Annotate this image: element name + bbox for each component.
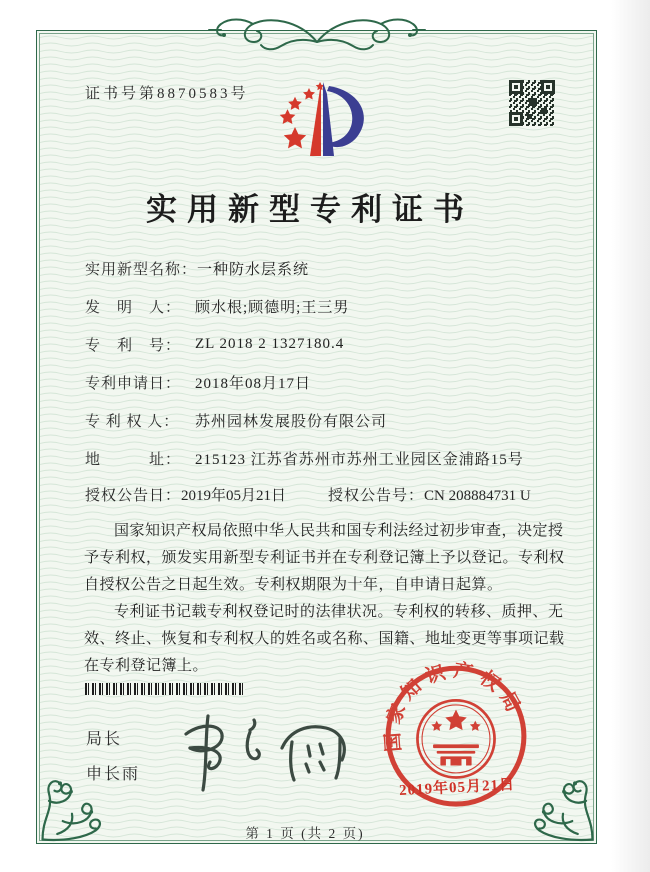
signer-name: 申长雨 — [86, 766, 141, 783]
field-list — [85, 249, 565, 477]
seal-date: 2019年05月21日 — [398, 776, 516, 800]
field-label: 专 利 权 人： — [85, 413, 180, 430]
certificate-number: 证书号第8870583号 — [85, 86, 249, 102]
field-value: 苏州园林发展股份有限公司 — [195, 413, 388, 430]
page-number: 第 1 页 (共 2 页) — [245, 826, 365, 841]
legal-text — [84, 518, 566, 680]
field-label: 专利申请日： — [85, 375, 182, 392]
field-patent-number — [85, 325, 565, 363]
field-address — [85, 439, 565, 477]
director-signature-icon — [150, 698, 360, 803]
grant-number-label: 授权公告号： — [328, 488, 425, 504]
grant-number-value: CN 208884731 U — [424, 488, 531, 504]
grant-number — [328, 484, 531, 505]
field-label: 专 利 号： — [85, 337, 182, 354]
svg-text:国家知识产权局: 国家知识产权局 — [382, 660, 527, 753]
cnipa-logo-icon — [257, 74, 385, 184]
grant-date-label: 授权公告日： — [85, 488, 182, 504]
certificate-title: 实用新型专利证书 — [146, 192, 474, 227]
grant-date-value: 2019年05月21日 — [181, 488, 287, 504]
field-label: 实用新型名称： — [85, 261, 198, 278]
signer-block — [86, 726, 140, 796]
field-value: 顾水根;顾德明;王三男 — [195, 299, 350, 316]
field-utility-model-name — [85, 249, 565, 287]
field-patentee — [85, 401, 565, 439]
grant-announcement-row — [85, 484, 575, 505]
top-border-ornament-icon — [207, 8, 427, 54]
legal-paragraph-2: 专利证书记载专利权登记时的法律状况。专利权的转移、质押、无效、终止、恢复和专利权人的姓名或名称、国籍、地址变更等事项记载在专利登记簿上。 — [84, 604, 565, 674]
field-value: 2018年08月17日 — [195, 375, 312, 392]
field-label: 发 明 人： — [85, 299, 182, 316]
field-value: ZL 2018 2 1327180.4 — [195, 335, 345, 352]
signer-title: 局长 — [86, 731, 123, 748]
field-inventors — [85, 287, 565, 325]
field-filing-date — [85, 363, 565, 401]
legal-paragraph-1: 国家知识产权局依照中华人民共和国专利法经过初步审查，决定授予专利权，颁发实用新型专利证书并在专利登记簿上予以登记。专利权自授权公告之日起生效。专利权期限为十年，自申请日起算。 — [84, 523, 565, 593]
field-value: 一种防水层系统 — [197, 261, 310, 278]
grant-date — [85, 484, 286, 505]
field-value: 215123 江苏省苏州市苏州工业园区金浦路15号 — [195, 451, 524, 468]
barcode-icon — [85, 683, 245, 695]
qr-code-icon — [507, 78, 557, 128]
field-label: 地 址： — [85, 451, 182, 468]
